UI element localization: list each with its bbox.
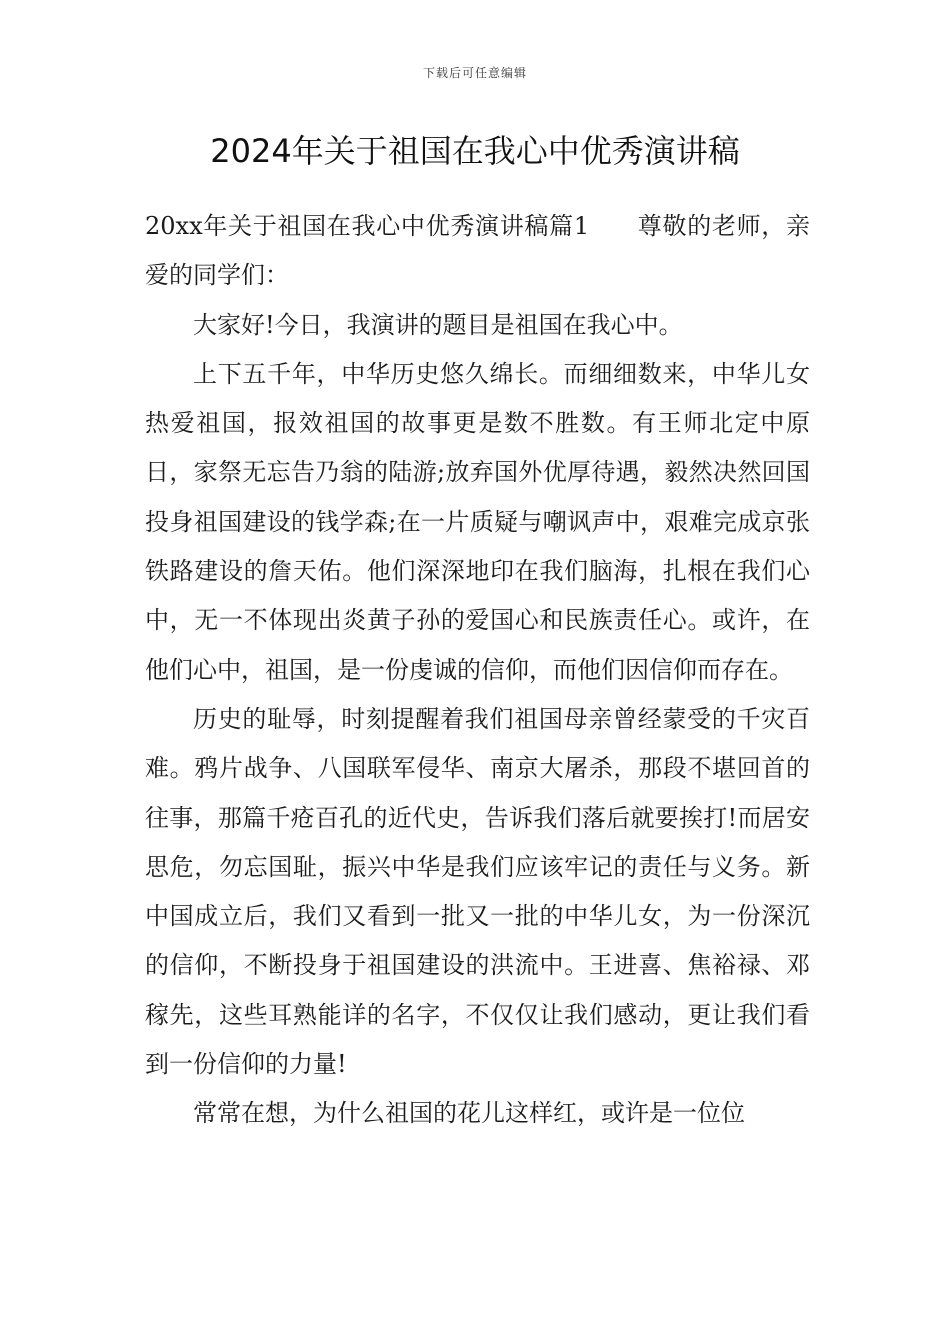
- header-note: 下载后可任意编辑: [422, 66, 527, 80]
- body-paragraph-flowers: 常常在想，为什么祖国的花儿这样红，或许是一位位: [193, 1099, 745, 1128]
- section-heading: 20xx年关于祖国在我心中优秀演讲稿篇1: [145, 212, 590, 240]
- opening-paragraph: [145, 202, 810, 301]
- salutation: 尊敬的老师，亲爱的同学们：: [145, 212, 810, 290]
- body-paragraph-humiliation: 历史的耻辱，时刻提醒着我们祖国母亲曾经蒙受的千灾百难。鸦片战争、八国联军侵华、南京大屠杀，那段不堪回首的往事，那篇千疮百孔的近代史，告诉我们落后就要挨打!而居安思危，勿忘国耻，振兴中华是我们应该牢记的责任与义务。新中国成立后，我们又看到一批又一批的中华儿女，为一份深沉的信仰，不断投身于祖国建设的洪流中。王进喜、焦裕禄、邓稼先，这些耳熟能详的名字，不仅仅让我们感动，更让我们看到一份信仰的力量!: [145, 704, 810, 1079]
- body-paragraph-history: 上下五千年，中华历史悠久绵长。而细细数来，中华儿女热爱祖国，报效祖国的故事更是数不胜数。有王师北定中原日，家祭无忘告乃翁的陆游;放弃国外优厚待遇，毅然决然回国投身祖国建设的钱学森;在一片质疑与嘲讽声中，艰难完成京张铁路建设的詹天佑。他们深深地印在我们脑海，扎根在我们心中，无一不体现出炎黄子孙的爱国心和民族责任心。或许，在他们心中，祖国，是一份虔诚的信仰，而他们因信仰而存在。: [145, 359, 810, 684]
- body-paragraph-greeting: 大家好!今日，我演讲的题目是祖国在我心中。: [193, 310, 683, 339]
- document-title: 2024年关于祖国在我心中优秀演讲稿: [210, 132, 740, 170]
- document-body: [145, 202, 810, 1139]
